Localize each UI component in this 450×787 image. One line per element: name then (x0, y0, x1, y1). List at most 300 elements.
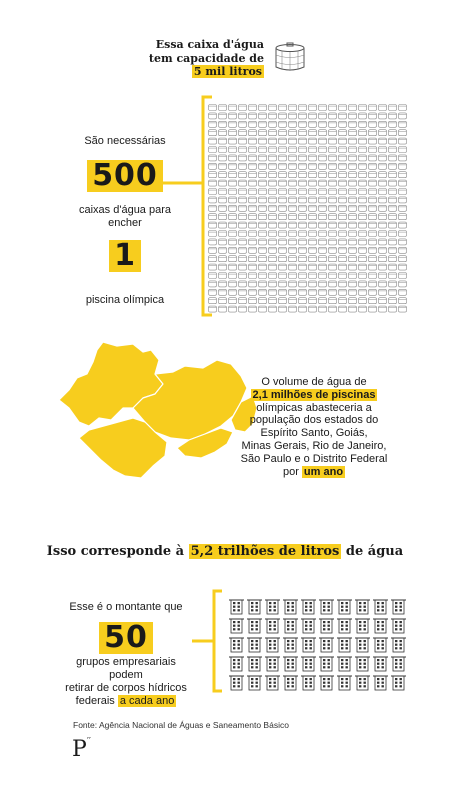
mini-tank-icon (339, 247, 347, 253)
mini-tank-icon (399, 147, 407, 153)
mini-tank-icon (239, 147, 247, 153)
section2-line-1: O volume de água de (261, 376, 367, 388)
building-icon (229, 676, 244, 690)
mini-tank-icon (259, 121, 267, 127)
mini-tank-icon (359, 298, 367, 304)
mini-tank-icon (219, 222, 227, 228)
mini-tank-icon (399, 247, 407, 253)
section1-middle-1: caixas d'água para (79, 204, 171, 216)
building-icon (355, 619, 370, 633)
mini-tank-icon (219, 264, 227, 270)
mini-tank-icon (289, 189, 297, 195)
mini-tank-icon (389, 289, 397, 295)
mini-tank-icon (359, 281, 367, 287)
mini-tank-icon (299, 147, 307, 153)
mini-tank-icon (259, 105, 267, 111)
section1-middle-2: encher (108, 217, 142, 229)
building-icon (301, 638, 316, 652)
mini-tank-icon (389, 113, 397, 119)
mini-tank-icon (309, 138, 317, 144)
mini-tank-icon (359, 256, 367, 262)
mini-tank-icon (279, 180, 287, 186)
building-icon (355, 638, 370, 652)
mini-tank-icon (349, 247, 357, 253)
mini-tank-icon (369, 172, 377, 178)
mini-tank-icon (249, 281, 257, 287)
mini-tank-icon (249, 121, 257, 127)
mini-tank-icon (219, 231, 227, 237)
mini-tank-icon (349, 189, 357, 195)
mini-tank-icon (319, 147, 327, 153)
mini-tank-icon (399, 298, 407, 304)
mini-tank-icon (359, 289, 367, 295)
mini-tank-icon (239, 205, 247, 211)
mini-tank-icon (319, 163, 327, 169)
statement-highlight: 5,2 trilhões de litros (190, 544, 340, 559)
mini-tank-icon (249, 222, 257, 228)
mini-tank-icon (239, 273, 247, 279)
section2-line-6: Minas Gerais, Rio de Janeiro, (241, 439, 387, 452)
mini-tank-icon (299, 256, 307, 262)
building-icon (391, 619, 406, 633)
mini-tank-icon (329, 180, 337, 186)
mini-tank-icon (369, 189, 377, 195)
mini-tank-icon (369, 306, 377, 312)
mini-tank-icon (289, 222, 297, 228)
mini-tank-icon (369, 289, 377, 295)
mini-tank-icon (209, 273, 217, 279)
mini-tank-icon (249, 214, 257, 220)
mini-tank-icon (329, 231, 337, 237)
mini-tank-icon (319, 247, 327, 253)
building-icon (229, 600, 244, 614)
mini-tank-icon (309, 172, 317, 178)
mini-tank-icon (339, 130, 347, 136)
mini-tank-icon (219, 138, 227, 144)
mini-tank-icon (279, 105, 287, 111)
mini-tank-icon (289, 239, 297, 245)
mini-tank-icon (359, 113, 367, 119)
building-icon (337, 600, 352, 614)
mini-tank-icon (219, 273, 227, 279)
mini-tank-icon (319, 239, 327, 245)
mini-tank-icon (219, 113, 227, 119)
mini-tank-icon (349, 264, 357, 270)
mini-tank-icon (349, 197, 357, 203)
mini-tank-icon (379, 289, 387, 295)
mini-tank-icon (229, 205, 237, 211)
mini-tank-icon (319, 264, 327, 270)
mini-tank-icon (289, 105, 297, 111)
mini-tank-icon (229, 214, 237, 220)
mini-tank-icon (279, 264, 287, 270)
mini-tank-icon (229, 121, 237, 127)
mini-tank-icon (309, 105, 317, 111)
mini-tank-icon (399, 172, 407, 178)
mini-tank-icon (389, 214, 397, 220)
mini-tank-icon (239, 172, 247, 178)
mini-tank-icon (339, 273, 347, 279)
mini-tank-icon (329, 239, 337, 245)
mini-tank-icon (309, 205, 317, 211)
mini-tank-icon (319, 130, 327, 136)
section2-line-4: população dos estados do (249, 414, 379, 427)
mini-tank-icon (239, 105, 247, 111)
mini-tank-icon (389, 163, 397, 169)
mini-tank-icon (249, 231, 257, 237)
mini-tank-icon (219, 289, 227, 295)
mini-tank-icon (359, 264, 367, 270)
mini-tank-icon (339, 155, 347, 161)
mini-tank-icon (299, 163, 307, 169)
mini-tank-icon (249, 130, 257, 136)
mini-tank-icon (229, 172, 237, 178)
building-icon (265, 619, 280, 633)
mini-tank-icon (369, 247, 377, 253)
mini-tank-icon (319, 197, 327, 203)
building-icon (337, 619, 352, 633)
mini-tank-icon (369, 180, 377, 186)
mini-tank-icon (349, 172, 357, 178)
mini-tank-icon (349, 239, 357, 245)
mini-tank-icon (259, 197, 267, 203)
mini-tank-icon (379, 214, 387, 220)
source: Fonte: Agência Nacional de Águas e Saneamento Básico (73, 720, 289, 730)
mini-tank-icon (279, 306, 287, 312)
statement-suffix: de água (345, 544, 404, 559)
mini-tank-icon (379, 273, 387, 279)
mini-tank-icon (269, 289, 277, 295)
mini-tank-icon (399, 231, 407, 237)
mini-tank-icon (249, 197, 257, 203)
mini-tank-icon (269, 264, 277, 270)
mini-tank-icon (209, 281, 217, 287)
mini-tank-icon (259, 264, 267, 270)
mini-tank-icon (249, 138, 257, 144)
mini-tank-icon (399, 113, 407, 119)
mini-tank-icon (259, 172, 267, 178)
mini-tank-icon (349, 306, 357, 312)
mini-tank-icon (329, 121, 337, 127)
mini-tank-icon (229, 197, 237, 203)
mini-tank-icon (349, 231, 357, 237)
mini-tank-icon (329, 113, 337, 119)
mini-tank-icon (289, 298, 297, 304)
mini-tank-icon (339, 180, 347, 186)
mini-tank-icon (209, 113, 217, 119)
mini-tank-icon (299, 197, 307, 203)
boxes-count: 500 (87, 160, 163, 192)
mini-tank-icon (209, 222, 217, 228)
mini-tank-icon (389, 205, 397, 211)
section2-line-3: olímpicas abasteceria a (256, 401, 372, 414)
mini-tank-icon (359, 239, 367, 245)
section3-line-3-prefix: federais (75, 695, 115, 707)
mini-tank-icon (339, 121, 347, 127)
building-icon (283, 600, 298, 614)
mini-tank-icon (239, 138, 247, 144)
section3-text (62, 601, 190, 708)
mini-tank-icon (309, 239, 317, 245)
statement (0, 544, 450, 559)
mini-tank-icon (249, 189, 257, 195)
mini-tank-icon (299, 105, 307, 111)
mini-tank-icon (369, 155, 377, 161)
mini-tank-icon (399, 289, 407, 295)
mini-tank-icon (299, 189, 307, 195)
mini-tank-icon (209, 138, 217, 144)
mini-tank-icon (359, 247, 367, 253)
mini-tank-icon (329, 256, 337, 262)
mini-tank-icon (359, 273, 367, 279)
mini-tank-icon (359, 214, 367, 220)
mini-tank-icon (259, 222, 267, 228)
mini-tank-icon (319, 138, 327, 144)
mini-tank-icon (229, 298, 237, 304)
mini-tank-icon (339, 281, 347, 287)
mini-tank-icon (279, 163, 287, 169)
building-icon (337, 676, 352, 690)
mini-tank-icon (229, 189, 237, 195)
mini-tank-icon (269, 121, 277, 127)
mini-tank-icon (309, 155, 317, 161)
mini-tank-icon (329, 273, 337, 279)
building-icon (337, 638, 352, 652)
mini-tank-icon (259, 306, 267, 312)
mini-tank-icon (259, 189, 267, 195)
mini-tank-icon (309, 306, 317, 312)
mini-tank-icon (219, 298, 227, 304)
mini-tank-icon (369, 113, 377, 119)
mini-tank-icon (269, 205, 277, 211)
mini-tank-icon (289, 138, 297, 144)
mini-tank-icon (269, 105, 277, 111)
publisher-logo (72, 737, 91, 762)
mini-tank-icon (359, 138, 367, 144)
mini-tank-icon (309, 197, 317, 203)
mini-tank-icon (309, 163, 317, 169)
mini-tank-icon (379, 130, 387, 136)
mini-tank-icon (219, 256, 227, 262)
mini-tank-icon (399, 130, 407, 136)
mini-tank-icon (299, 155, 307, 161)
mini-tank-icon (249, 105, 257, 111)
mini-tank-icon (209, 264, 217, 270)
mini-tank-icon (349, 113, 357, 119)
mini-tank-icon (239, 298, 247, 304)
mini-tank-icon (379, 172, 387, 178)
mini-tank-icon (309, 214, 317, 220)
pool-label: piscina olímpica (85, 294, 165, 306)
mini-tank-icon (219, 205, 227, 211)
mini-tank-icon (319, 189, 327, 195)
mini-tank-icon (319, 281, 327, 287)
building-icon (265, 676, 280, 690)
mini-tank-icon (399, 180, 407, 186)
building-icon (373, 619, 388, 633)
mini-tank-icon (239, 264, 247, 270)
mini-tank-icon (319, 105, 327, 111)
mini-tank-icon (329, 138, 337, 144)
mini-tank-icon (219, 130, 227, 136)
mini-tank-icon (329, 163, 337, 169)
mini-tank-icon (389, 197, 397, 203)
mini-tank-icon (339, 189, 347, 195)
mini-tank-icon (319, 121, 327, 127)
mini-tank-icon (339, 138, 347, 144)
header-caption (120, 38, 264, 79)
logo-accent-icon: ′′ (86, 737, 91, 747)
mini-tank-icon (239, 256, 247, 262)
mini-tank-icon (249, 163, 257, 169)
mini-tank-icon (349, 105, 357, 111)
building-icon (391, 657, 406, 671)
mini-tank-icon (279, 273, 287, 279)
mini-tank-icon (319, 273, 327, 279)
building-icon (355, 676, 370, 690)
mini-tank-icon (389, 121, 397, 127)
mini-tank-icon (399, 205, 407, 211)
mini-tank-icon (299, 138, 307, 144)
building-icon (247, 676, 262, 690)
mini-tank-icon (309, 222, 317, 228)
mini-tank-icon (319, 289, 327, 295)
mini-tank-icon (389, 281, 397, 287)
mini-tank-icon (339, 147, 347, 153)
mini-tank-icon (329, 281, 337, 287)
tank-grid (208, 103, 410, 315)
mini-tank-icon (389, 138, 397, 144)
mini-tank-icon (249, 180, 257, 186)
mini-tank-icon (309, 281, 317, 287)
mini-tank-icon (349, 214, 357, 220)
mini-tank-icon (289, 256, 297, 262)
building-icon (283, 657, 298, 671)
mini-tank-icon (299, 289, 307, 295)
mini-tank-icon (219, 163, 227, 169)
mini-tank-icon (329, 130, 337, 136)
mini-tank-icon (369, 147, 377, 153)
mini-tank-icon (359, 205, 367, 211)
mini-tank-icon (389, 147, 397, 153)
mini-tank-icon (389, 155, 397, 161)
mini-tank-icon (329, 172, 337, 178)
mini-tank-icon (239, 281, 247, 287)
mini-tank-icon (209, 289, 217, 295)
mini-tank-icon (339, 163, 347, 169)
mini-tank-icon (269, 113, 277, 119)
mini-tank-icon (379, 121, 387, 127)
mini-tank-icon (259, 180, 267, 186)
mini-tank-icon (259, 130, 267, 136)
mini-tank-icon (279, 121, 287, 127)
mini-tank-icon (319, 205, 327, 211)
mini-tank-icon (339, 214, 347, 220)
mini-tank-icon (379, 298, 387, 304)
mini-tank-icon (269, 222, 277, 228)
mini-tank-icon (309, 180, 317, 186)
mini-tank-icon (269, 306, 277, 312)
mini-tank-icon (209, 306, 217, 312)
mini-tank-icon (369, 138, 377, 144)
mini-tank-icon (359, 155, 367, 161)
mini-tank-icon (209, 172, 217, 178)
mini-tank-icon (299, 264, 307, 270)
mini-tank-icon (349, 138, 357, 144)
mini-tank-icon (349, 205, 357, 211)
mini-tank-icon (279, 205, 287, 211)
mini-tank-icon (299, 306, 307, 312)
mini-tank-icon (399, 306, 407, 312)
mini-tank-icon (359, 306, 367, 312)
mini-tank-icon (209, 163, 217, 169)
mini-tank-icon (379, 163, 387, 169)
mini-tank-icon (279, 138, 287, 144)
mini-tank-icon (269, 189, 277, 195)
mini-tank-icon (329, 222, 337, 228)
mini-tank-icon (209, 298, 217, 304)
mini-tank-icon (339, 172, 347, 178)
mini-tank-icon (239, 214, 247, 220)
mini-tank-icon (349, 147, 357, 153)
building-icon (247, 619, 262, 633)
mini-tank-icon (399, 121, 407, 127)
mini-tank-icon (299, 130, 307, 136)
mini-tank-icon (329, 105, 337, 111)
mini-tank-icon (309, 130, 317, 136)
mini-tank-icon (339, 113, 347, 119)
mini-tank-icon (219, 214, 227, 220)
mini-tank-icon (399, 239, 407, 245)
mini-tank-icon (209, 197, 217, 203)
mini-tank-icon (239, 239, 247, 245)
building-icon (301, 657, 316, 671)
mini-tank-icon (259, 298, 267, 304)
mini-tank-icon (369, 105, 377, 111)
building-icon (301, 619, 316, 633)
section2-line-7: São Paulo e o Distrito Federal (240, 452, 388, 465)
mini-tank-icon (289, 289, 297, 295)
mini-tank-icon (289, 147, 297, 153)
mini-tank-icon (309, 147, 317, 153)
mini-tank-icon (319, 256, 327, 262)
mini-tank-icon (369, 256, 377, 262)
building-icon (319, 638, 334, 652)
section1-intro: São necessárias (84, 135, 166, 147)
mini-tank-icon (339, 264, 347, 270)
mini-tank-icon (359, 130, 367, 136)
mini-tank-icon (299, 222, 307, 228)
mini-tank-icon (399, 197, 407, 203)
mini-tank-icon (249, 113, 257, 119)
mini-tank-icon (279, 189, 287, 195)
mini-tank-icon (389, 172, 397, 178)
mini-tank-icon (309, 231, 317, 237)
mini-tank-icon (389, 256, 397, 262)
pool-count: 1 (109, 240, 141, 272)
mini-tank-icon (229, 247, 237, 253)
mini-tank-icon (229, 231, 237, 237)
mini-tank-icon (329, 147, 337, 153)
mini-tank-icon (269, 172, 277, 178)
mini-tank-icon (369, 197, 377, 203)
building-icon (319, 657, 334, 671)
mini-tank-icon (339, 256, 347, 262)
mini-tank-icon (259, 205, 267, 211)
mini-tank-icon (239, 247, 247, 253)
mini-tank-icon (269, 130, 277, 136)
mini-tank-icon (289, 306, 297, 312)
